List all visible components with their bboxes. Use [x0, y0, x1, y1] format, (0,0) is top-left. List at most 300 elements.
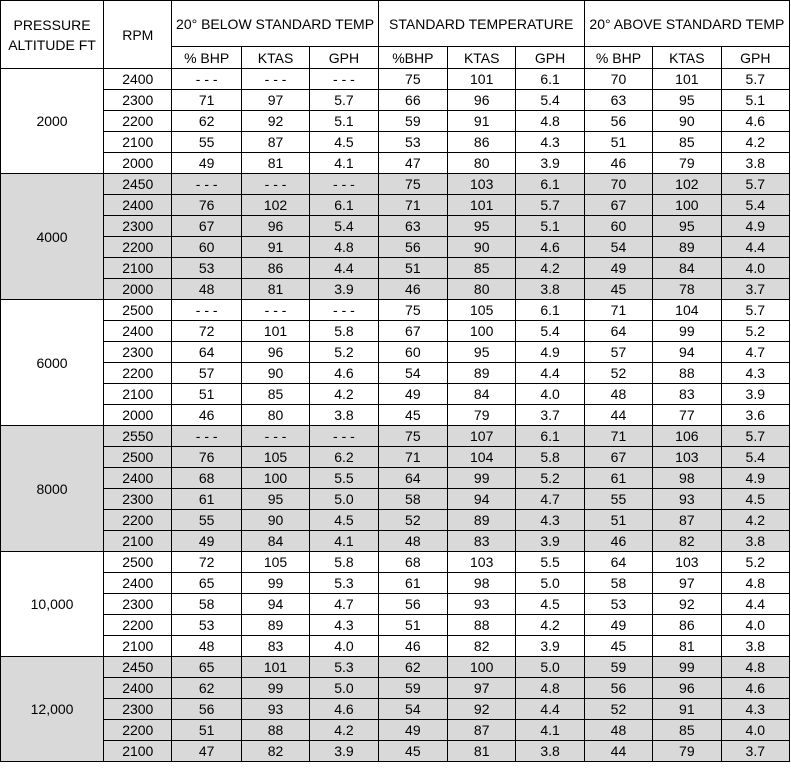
above-gph-cell: 5.4: [721, 447, 789, 468]
standard-bhp-cell: 56: [378, 594, 447, 615]
rpm-cell: 2200: [104, 510, 172, 531]
above-ktas-cell: 91: [653, 699, 721, 720]
standard-bhp-cell: 45: [378, 741, 447, 762]
table-row: [1, 468, 790, 489]
above-bhp-cell: 60: [584, 216, 652, 237]
below-bhp-cell: 61: [172, 489, 241, 510]
below-bhp-cell: 56: [172, 699, 241, 720]
standard-ktas-cell: 84: [448, 384, 516, 405]
below-bhp-cell: 65: [172, 573, 241, 594]
below-gph-cell: 3.9: [310, 741, 378, 762]
table-row: [1, 174, 790, 195]
below-bhp-cell: - - -: [172, 69, 241, 90]
standard-gph-cell: 5.8: [516, 447, 584, 468]
standard-bhp-cell: 46: [378, 279, 447, 300]
below-bhp-cell: 58: [172, 594, 241, 615]
header-below-gph: GPH: [310, 47, 378, 69]
below-ktas-cell: 105: [241, 447, 309, 468]
rpm-cell: 2500: [104, 447, 172, 468]
above-gph-cell: 4.0: [721, 258, 789, 279]
rpm-cell: 2000: [104, 405, 172, 426]
rpm-cell: 2200: [104, 720, 172, 741]
standard-gph-cell: 4.2: [516, 615, 584, 636]
standard-bhp-cell: 60: [378, 342, 447, 363]
standard-bhp-cell: 59: [378, 678, 447, 699]
below-gph-cell: 5.7: [310, 90, 378, 111]
table-row: [1, 111, 790, 132]
below-gph-cell: 4.0: [310, 636, 378, 657]
standard-gph-cell: 3.8: [516, 279, 584, 300]
above-gph-cell: 5.4: [721, 195, 789, 216]
below-ktas-cell: 84: [241, 531, 309, 552]
standard-bhp-cell: 63: [378, 216, 447, 237]
below-bhp-cell: 65: [172, 657, 241, 678]
standard-gph-cell: 4.1: [516, 720, 584, 741]
table-row: [1, 531, 790, 552]
below-gph-cell: 4.5: [310, 132, 378, 153]
standard-ktas-cell: 100: [448, 321, 516, 342]
above-ktas-cell: 85: [653, 132, 721, 153]
below-gph-cell: 4.7: [310, 594, 378, 615]
above-ktas-cell: 88: [653, 363, 721, 384]
above-ktas-cell: 94: [653, 342, 721, 363]
above-gph-cell: 4.3: [721, 699, 789, 720]
table-row: [1, 594, 790, 615]
below-bhp-cell: 64: [172, 342, 241, 363]
standard-ktas-cell: 86: [448, 132, 516, 153]
above-gph-cell: 5.7: [721, 300, 789, 321]
standard-ktas-cell: 97: [448, 678, 516, 699]
standard-gph-cell: 4.9: [516, 342, 584, 363]
below-bhp-cell: 49: [172, 153, 241, 174]
table-row: [1, 153, 790, 174]
standard-ktas-cell: 98: [448, 573, 516, 594]
below-gph-cell: 4.8: [310, 237, 378, 258]
standard-bhp-cell: 68: [378, 552, 447, 573]
below-gph-cell: 5.0: [310, 678, 378, 699]
below-bhp-cell: 51: [172, 384, 241, 405]
header-standard-gph: GPH: [516, 47, 584, 69]
below-gph-cell: 6.1: [310, 195, 378, 216]
standard-ktas-cell: 82: [448, 636, 516, 657]
rpm-cell: 2450: [104, 174, 172, 195]
rpm-cell: 2400: [104, 678, 172, 699]
altitude-cell: 10,000: [1, 552, 104, 657]
below-gph-cell: 5.8: [310, 321, 378, 342]
below-bhp-cell: 55: [172, 132, 241, 153]
below-bhp-cell: 76: [172, 447, 241, 468]
below-ktas-cell: 85: [241, 384, 309, 405]
standard-bhp-cell: 56: [378, 237, 447, 258]
below-gph-cell: 5.3: [310, 573, 378, 594]
rpm-cell: 2400: [104, 195, 172, 216]
header-below-bhp: % BHP: [172, 47, 241, 69]
below-ktas-cell: 90: [241, 510, 309, 531]
below-gph-cell: 4.1: [310, 153, 378, 174]
standard-ktas-cell: 101: [448, 195, 516, 216]
below-gph-cell: 3.8: [310, 405, 378, 426]
above-ktas-cell: 85: [653, 720, 721, 741]
rpm-cell: 2100: [104, 384, 172, 405]
below-bhp-cell: - - -: [172, 300, 241, 321]
table-row: [1, 426, 790, 447]
header-altitude: PRESSURE ALTITUDE FT: [1, 1, 104, 69]
table-row: [1, 510, 790, 531]
standard-ktas-cell: 100: [448, 657, 516, 678]
standard-bhp-cell: 71: [378, 195, 447, 216]
above-bhp-cell: 49: [584, 615, 652, 636]
below-ktas-cell: 105: [241, 552, 309, 573]
table-row: [1, 216, 790, 237]
table-row: [1, 699, 790, 720]
above-gph-cell: 4.2: [721, 510, 789, 531]
below-ktas-cell: 95: [241, 489, 309, 510]
above-gph-cell: 4.9: [721, 216, 789, 237]
standard-ktas-cell: 99: [448, 468, 516, 489]
below-gph-cell: 4.6: [310, 363, 378, 384]
rpm-cell: 2200: [104, 615, 172, 636]
standard-ktas-cell: 96: [448, 90, 516, 111]
above-bhp-cell: 71: [584, 300, 652, 321]
table-row: [1, 678, 790, 699]
above-gph-cell: 4.5: [721, 489, 789, 510]
below-bhp-cell: 62: [172, 111, 241, 132]
below-ktas-cell: 96: [241, 216, 309, 237]
above-ktas-cell: 81: [653, 636, 721, 657]
above-bhp-cell: 58: [584, 573, 652, 594]
table-row: [1, 132, 790, 153]
header-standard-bhp: %BHP: [378, 47, 447, 69]
above-ktas-cell: 99: [653, 657, 721, 678]
standard-gph-cell: 4.2: [516, 258, 584, 279]
standard-gph-cell: 5.4: [516, 90, 584, 111]
header-group-above: 20° ABOVE STANDARD TEMP: [584, 1, 789, 47]
standard-bhp-cell: 54: [378, 363, 447, 384]
standard-gph-cell: 3.9: [516, 636, 584, 657]
standard-bhp-cell: 52: [378, 510, 447, 531]
above-ktas-cell: 78: [653, 279, 721, 300]
above-bhp-cell: 67: [584, 195, 652, 216]
below-ktas-cell: 96: [241, 342, 309, 363]
above-bhp-cell: 44: [584, 741, 652, 762]
above-bhp-cell: 70: [584, 69, 652, 90]
standard-gph-cell: 4.4: [516, 699, 584, 720]
above-ktas-cell: 104: [653, 300, 721, 321]
standard-gph-cell: 4.8: [516, 678, 584, 699]
standard-gph-cell: 6.1: [516, 426, 584, 447]
rpm-cell: 2100: [104, 741, 172, 762]
standard-gph-cell: 5.1: [516, 216, 584, 237]
below-gph-cell: 6.2: [310, 447, 378, 468]
table-row: [1, 321, 790, 342]
above-gph-cell: 4.6: [721, 678, 789, 699]
below-ktas-cell: 93: [241, 699, 309, 720]
below-gph-cell: 5.2: [310, 342, 378, 363]
header-standard-ktas: KTAS: [448, 47, 516, 69]
rpm-cell: 2400: [104, 69, 172, 90]
standard-gph-cell: 3.9: [516, 531, 584, 552]
above-gph-cell: 5.7: [721, 69, 789, 90]
below-bhp-cell: 48: [172, 636, 241, 657]
table-row: [1, 279, 790, 300]
standard-ktas-cell: 95: [448, 216, 516, 237]
table-row: [1, 636, 790, 657]
standard-gph-cell: 6.1: [516, 300, 584, 321]
standard-ktas-cell: 94: [448, 489, 516, 510]
above-ktas-cell: 93: [653, 489, 721, 510]
below-ktas-cell: 92: [241, 111, 309, 132]
above-gph-cell: 5.7: [721, 174, 789, 195]
above-bhp-cell: 56: [584, 678, 652, 699]
above-ktas-cell: 98: [653, 468, 721, 489]
above-gph-cell: 3.8: [721, 636, 789, 657]
above-bhp-cell: 49: [584, 258, 652, 279]
above-ktas-cell: 83: [653, 384, 721, 405]
standard-gph-cell: 5.4: [516, 321, 584, 342]
standard-gph-cell: 4.3: [516, 132, 584, 153]
below-gph-cell: 5.0: [310, 489, 378, 510]
above-bhp-cell: 52: [584, 699, 652, 720]
below-ktas-cell: 87: [241, 132, 309, 153]
standard-bhp-cell: 46: [378, 636, 447, 657]
above-gph-cell: 4.8: [721, 573, 789, 594]
above-bhp-cell: 70: [584, 174, 652, 195]
above-gph-cell: 4.4: [721, 237, 789, 258]
standard-gph-cell: 3.9: [516, 153, 584, 174]
above-bhp-cell: 51: [584, 132, 652, 153]
standard-bhp-cell: 58: [378, 489, 447, 510]
standard-ktas-cell: 103: [448, 552, 516, 573]
standard-bhp-cell: 75: [378, 426, 447, 447]
above-bhp-cell: 44: [584, 405, 652, 426]
rpm-cell: 2000: [104, 153, 172, 174]
above-gph-cell: 4.6: [721, 111, 789, 132]
standard-ktas-cell: 89: [448, 510, 516, 531]
standard-gph-cell: 5.5: [516, 552, 584, 573]
table-row: [1, 342, 790, 363]
rpm-cell: 2100: [104, 636, 172, 657]
standard-gph-cell: 4.5: [516, 594, 584, 615]
above-ktas-cell: 79: [653, 741, 721, 762]
above-bhp-cell: 61: [584, 468, 652, 489]
below-ktas-cell: 83: [241, 636, 309, 657]
table-row: [1, 489, 790, 510]
below-ktas-cell: - - -: [241, 69, 309, 90]
above-gph-cell: 5.7: [721, 426, 789, 447]
below-ktas-cell: 80: [241, 405, 309, 426]
below-ktas-cell: 101: [241, 657, 309, 678]
below-gph-cell: 4.4: [310, 258, 378, 279]
table-row: [1, 384, 790, 405]
above-gph-cell: 4.2: [721, 132, 789, 153]
standard-ktas-cell: 103: [448, 174, 516, 195]
standard-bhp-cell: 71: [378, 447, 447, 468]
below-ktas-cell: - - -: [241, 426, 309, 447]
standard-ktas-cell: 95: [448, 342, 516, 363]
below-gph-cell: 5.1: [310, 111, 378, 132]
standard-bhp-cell: 47: [378, 153, 447, 174]
table-row: [1, 258, 790, 279]
above-gph-cell: 3.9: [721, 384, 789, 405]
above-gph-cell: 5.2: [721, 321, 789, 342]
above-bhp-cell: 45: [584, 636, 652, 657]
above-bhp-cell: 45: [584, 279, 652, 300]
above-bhp-cell: 53: [584, 594, 652, 615]
standard-ktas-cell: 93: [448, 594, 516, 615]
table-row: [1, 447, 790, 468]
below-gph-cell: - - -: [310, 174, 378, 195]
below-gph-cell: 4.3: [310, 615, 378, 636]
standard-bhp-cell: 49: [378, 384, 447, 405]
above-bhp-cell: 57: [584, 342, 652, 363]
standard-ktas-cell: 83: [448, 531, 516, 552]
above-gph-cell: 3.8: [721, 531, 789, 552]
header-above-ktas: KTAS: [653, 47, 721, 69]
rpm-cell: 2300: [104, 216, 172, 237]
standard-gph-cell: 3.7: [516, 405, 584, 426]
standard-gph-cell: 5.7: [516, 195, 584, 216]
standard-gph-cell: 4.4: [516, 363, 584, 384]
above-ktas-cell: 101: [653, 69, 721, 90]
standard-bhp-cell: 75: [378, 174, 447, 195]
altitude-cell: 12,000: [1, 657, 104, 762]
below-ktas-cell: 91: [241, 237, 309, 258]
standard-gph-cell: 5.0: [516, 657, 584, 678]
table-row: [1, 300, 790, 321]
below-ktas-cell: 81: [241, 153, 309, 174]
rpm-cell: 2300: [104, 594, 172, 615]
below-bhp-cell: 62: [172, 678, 241, 699]
below-gph-cell: - - -: [310, 300, 378, 321]
standard-ktas-cell: 80: [448, 279, 516, 300]
standard-bhp-cell: 51: [378, 615, 447, 636]
above-gph-cell: 4.7: [721, 342, 789, 363]
standard-ktas-cell: 87: [448, 720, 516, 741]
below-ktas-cell: 86: [241, 258, 309, 279]
below-bhp-cell: 72: [172, 321, 241, 342]
standard-ktas-cell: 101: [448, 69, 516, 90]
above-ktas-cell: 89: [653, 237, 721, 258]
above-bhp-cell: 67: [584, 447, 652, 468]
rpm-cell: 2400: [104, 321, 172, 342]
standard-bhp-cell: 61: [378, 573, 447, 594]
below-bhp-cell: 76: [172, 195, 241, 216]
below-bhp-cell: 47: [172, 741, 241, 762]
below-bhp-cell: 48: [172, 279, 241, 300]
above-gph-cell: 3.6: [721, 405, 789, 426]
rpm-cell: 2400: [104, 573, 172, 594]
rpm-cell: 2500: [104, 300, 172, 321]
below-gph-cell: - - -: [310, 69, 378, 90]
standard-gph-cell: 5.2: [516, 468, 584, 489]
standard-bhp-cell: 59: [378, 111, 447, 132]
rpm-cell: 2100: [104, 531, 172, 552]
above-ktas-cell: 99: [653, 321, 721, 342]
above-ktas-cell: 106: [653, 426, 721, 447]
above-gph-cell: 3.7: [721, 279, 789, 300]
rpm-cell: 2450: [104, 657, 172, 678]
above-ktas-cell: 95: [653, 216, 721, 237]
below-bhp-cell: 53: [172, 258, 241, 279]
above-bhp-cell: 48: [584, 720, 652, 741]
below-ktas-cell: 82: [241, 741, 309, 762]
below-gph-cell: 3.9: [310, 279, 378, 300]
standard-ktas-cell: 92: [448, 699, 516, 720]
above-gph-cell: 4.0: [721, 720, 789, 741]
header-above-bhp: % BHP: [584, 47, 652, 69]
standard-bhp-cell: 64: [378, 468, 447, 489]
table-row: [1, 69, 790, 90]
table-header: [1, 1, 790, 69]
standard-ktas-cell: 104: [448, 447, 516, 468]
above-ktas-cell: 103: [653, 447, 721, 468]
standard-bhp-cell: 66: [378, 90, 447, 111]
below-bhp-cell: 46: [172, 405, 241, 426]
rpm-cell: 2300: [104, 342, 172, 363]
table-row: [1, 615, 790, 636]
above-ktas-cell: 87: [653, 510, 721, 531]
standard-ktas-cell: 89: [448, 363, 516, 384]
above-ktas-cell: 97: [653, 573, 721, 594]
standard-gph-cell: 6.1: [516, 69, 584, 90]
above-bhp-cell: 55: [584, 489, 652, 510]
above-ktas-cell: 102: [653, 174, 721, 195]
rpm-cell: 2200: [104, 363, 172, 384]
header-group-below: 20° BELOW STANDARD TEMP: [172, 1, 378, 47]
below-bhp-cell: 60: [172, 237, 241, 258]
above-ktas-cell: 77: [653, 405, 721, 426]
above-ktas-cell: 90: [653, 111, 721, 132]
standard-bhp-cell: 51: [378, 258, 447, 279]
standard-bhp-cell: 49: [378, 720, 447, 741]
standard-ktas-cell: 91: [448, 111, 516, 132]
standard-bhp-cell: 67: [378, 321, 447, 342]
above-ktas-cell: 92: [653, 594, 721, 615]
standard-bhp-cell: 62: [378, 657, 447, 678]
above-ktas-cell: 100: [653, 195, 721, 216]
table-row: [1, 573, 790, 594]
above-gph-cell: 4.8: [721, 657, 789, 678]
standard-ktas-cell: 81: [448, 741, 516, 762]
rpm-cell: 2550: [104, 426, 172, 447]
below-ktas-cell: 90: [241, 363, 309, 384]
below-ktas-cell: - - -: [241, 300, 309, 321]
below-ktas-cell: 101: [241, 321, 309, 342]
below-gph-cell: 5.3: [310, 657, 378, 678]
below-ktas-cell: 99: [241, 678, 309, 699]
standard-gph-cell: 6.1: [516, 174, 584, 195]
above-bhp-cell: 48: [584, 384, 652, 405]
below-bhp-cell: 67: [172, 216, 241, 237]
above-ktas-cell: 79: [653, 153, 721, 174]
standard-ktas-cell: 105: [448, 300, 516, 321]
above-bhp-cell: 54: [584, 237, 652, 258]
above-bhp-cell: 52: [584, 363, 652, 384]
below-ktas-cell: 94: [241, 594, 309, 615]
below-bhp-cell: 72: [172, 552, 241, 573]
below-gph-cell: 5.8: [310, 552, 378, 573]
table-row: [1, 195, 790, 216]
below-bhp-cell: 49: [172, 531, 241, 552]
rpm-cell: 2500: [104, 552, 172, 573]
standard-ktas-cell: 85: [448, 258, 516, 279]
above-gph-cell: 5.2: [721, 552, 789, 573]
rpm-cell: 2100: [104, 132, 172, 153]
table-row: [1, 405, 790, 426]
below-bhp-cell: 55: [172, 510, 241, 531]
above-gph-cell: 4.4: [721, 594, 789, 615]
below-gph-cell: 5.5: [310, 468, 378, 489]
